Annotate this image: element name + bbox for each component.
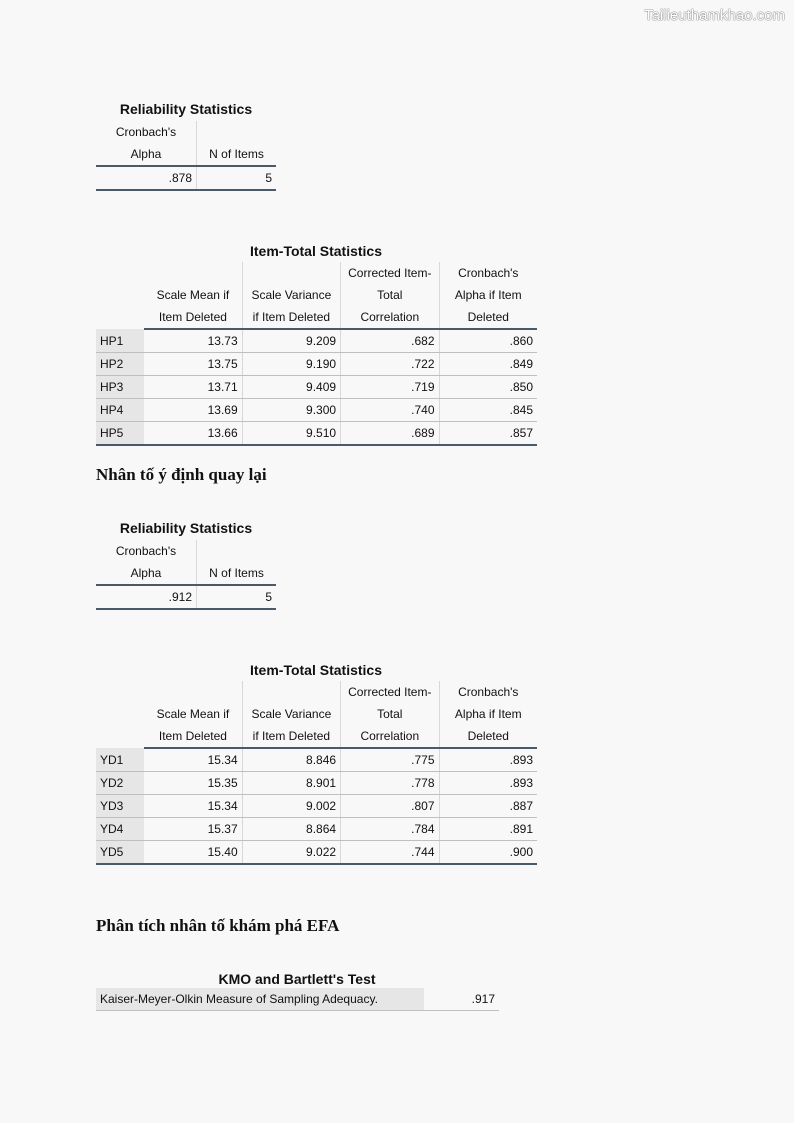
cell-value: .850 <box>439 376 537 399</box>
col-header: Scale Mean if <box>144 703 242 725</box>
table-row <box>96 818 537 841</box>
kmo-label: Kaiser-Meyer-Olkin Measure of Sampling Adequacy. <box>96 988 424 1011</box>
col-header: Correlation <box>341 725 439 748</box>
n-items-value: 5 <box>197 166 277 190</box>
cell-value: .682 <box>341 329 439 353</box>
cell-value: 15.34 <box>144 748 242 772</box>
item-total-table-1 <box>96 262 537 446</box>
col-header: Total <box>341 284 439 306</box>
cell-value: .891 <box>439 818 537 841</box>
row-label: HP4 <box>96 399 144 422</box>
col-header: if Item Deleted <box>242 725 340 748</box>
table-row <box>96 422 537 446</box>
cell-value: .887 <box>439 795 537 818</box>
cell-value: 8.846 <box>242 748 340 772</box>
col-header: N of Items <box>197 143 277 166</box>
col-header: Alpha <box>96 143 197 166</box>
cell-value: .849 <box>439 353 537 376</box>
cell-value: 13.73 <box>144 329 242 353</box>
table-row <box>96 353 537 376</box>
cell-value: 15.37 <box>144 818 242 841</box>
row-label: YD3 <box>96 795 144 818</box>
cell-value: 9.002 <box>242 795 340 818</box>
cell-value: 15.35 <box>144 772 242 795</box>
cell-value: .900 <box>439 841 537 865</box>
col-header: Scale Variance <box>242 284 340 306</box>
cell-value: .893 <box>439 772 537 795</box>
col-header: Cronbach's <box>458 266 519 280</box>
cell-value: 9.510 <box>242 422 340 446</box>
col-header: Total <box>341 703 439 725</box>
cell-value: 8.901 <box>242 772 340 795</box>
cell-value: 13.75 <box>144 353 242 376</box>
col-header: Cronbach's <box>96 540 197 562</box>
col-header: Deleted <box>439 725 537 748</box>
cell-value: .689 <box>341 422 439 446</box>
cell-value: 9.209 <box>242 329 340 353</box>
cell-value: .857 <box>439 422 537 446</box>
cell-value: .775 <box>341 748 439 772</box>
row-label: YD4 <box>96 818 144 841</box>
col-header: if Item Deleted <box>242 306 340 329</box>
col-header: Scale Mean if <box>144 284 242 306</box>
table-row <box>96 795 537 818</box>
reliability-title-1: Reliability Statistics <box>119 101 253 117</box>
row-label: YD1 <box>96 748 144 772</box>
kmo-title: KMO and Bartlett's Test <box>218 971 376 987</box>
reliability-title-2: Reliability Statistics <box>119 520 253 536</box>
watermark: Tailieuthamkhao.com <box>644 7 785 24</box>
section-heading-efa: Phân tích nhân tố khám phá EFA <box>96 916 340 935</box>
col-header: Cronbach's <box>458 685 519 699</box>
col-header: Correlation <box>341 306 439 329</box>
table-row <box>96 841 537 865</box>
cell-value: .860 <box>439 329 537 353</box>
table-row <box>96 329 537 353</box>
cell-value: 8.864 <box>242 818 340 841</box>
cell-value: .722 <box>341 353 439 376</box>
cell-value: 15.34 <box>144 795 242 818</box>
table-row <box>96 772 537 795</box>
cell-value: 9.300 <box>242 399 340 422</box>
cell-value: .893 <box>439 748 537 772</box>
col-header: Alpha if Item <box>454 288 522 302</box>
cell-value: .744 <box>341 841 439 865</box>
col-header: Cronbach's <box>96 121 197 143</box>
kmo-value: .917 <box>424 988 499 1011</box>
row-label: YD2 <box>96 772 144 795</box>
cell-value: 13.66 <box>144 422 242 446</box>
col-header: N of Items <box>197 562 277 585</box>
cell-value: .778 <box>341 772 439 795</box>
col-header: Alpha <box>96 562 197 585</box>
cell-value: 9.022 <box>242 841 340 865</box>
cell-value: .845 <box>439 399 537 422</box>
item-total-title-2: Item-Total Statistics <box>250 662 382 678</box>
cell-value: 9.409 <box>242 376 340 399</box>
col-header: Item Deleted <box>144 306 242 329</box>
reliability-table-2 <box>96 540 276 610</box>
row-label: HP1 <box>96 329 144 353</box>
col-header: Alpha if Item <box>454 707 522 721</box>
table-row <box>96 748 537 772</box>
cell-value: 13.71 <box>144 376 242 399</box>
row-label: HP5 <box>96 422 144 446</box>
section-heading-return-intention: Nhân tố ý định quay lại <box>96 465 267 484</box>
alpha-value: .878 <box>96 166 197 190</box>
col-header: Scale Variance <box>242 703 340 725</box>
item-total-table-2 <box>96 681 537 865</box>
col-header: Item Deleted <box>144 725 242 748</box>
alpha-value: .912 <box>96 585 197 609</box>
cell-value: 15.40 <box>144 841 242 865</box>
kmo-table <box>96 988 499 1011</box>
table-row <box>96 399 537 422</box>
col-header: Deleted <box>439 306 537 329</box>
cell-value: .807 <box>341 795 439 818</box>
col-header: Corrected Item- <box>341 681 439 703</box>
col-header: Corrected Item- <box>341 262 439 284</box>
cell-value: .784 <box>341 818 439 841</box>
cell-value: .740 <box>341 399 439 422</box>
cell-value: 13.69 <box>144 399 242 422</box>
row-label: HP3 <box>96 376 144 399</box>
row-label: HP2 <box>96 353 144 376</box>
item-total-title-1: Item-Total Statistics <box>250 243 382 259</box>
reliability-table-1 <box>96 121 276 191</box>
cell-value: 9.190 <box>242 353 340 376</box>
row-label: YD5 <box>96 841 144 865</box>
cell-value: .719 <box>341 376 439 399</box>
table-row <box>96 376 537 399</box>
n-items-value: 5 <box>197 585 277 609</box>
